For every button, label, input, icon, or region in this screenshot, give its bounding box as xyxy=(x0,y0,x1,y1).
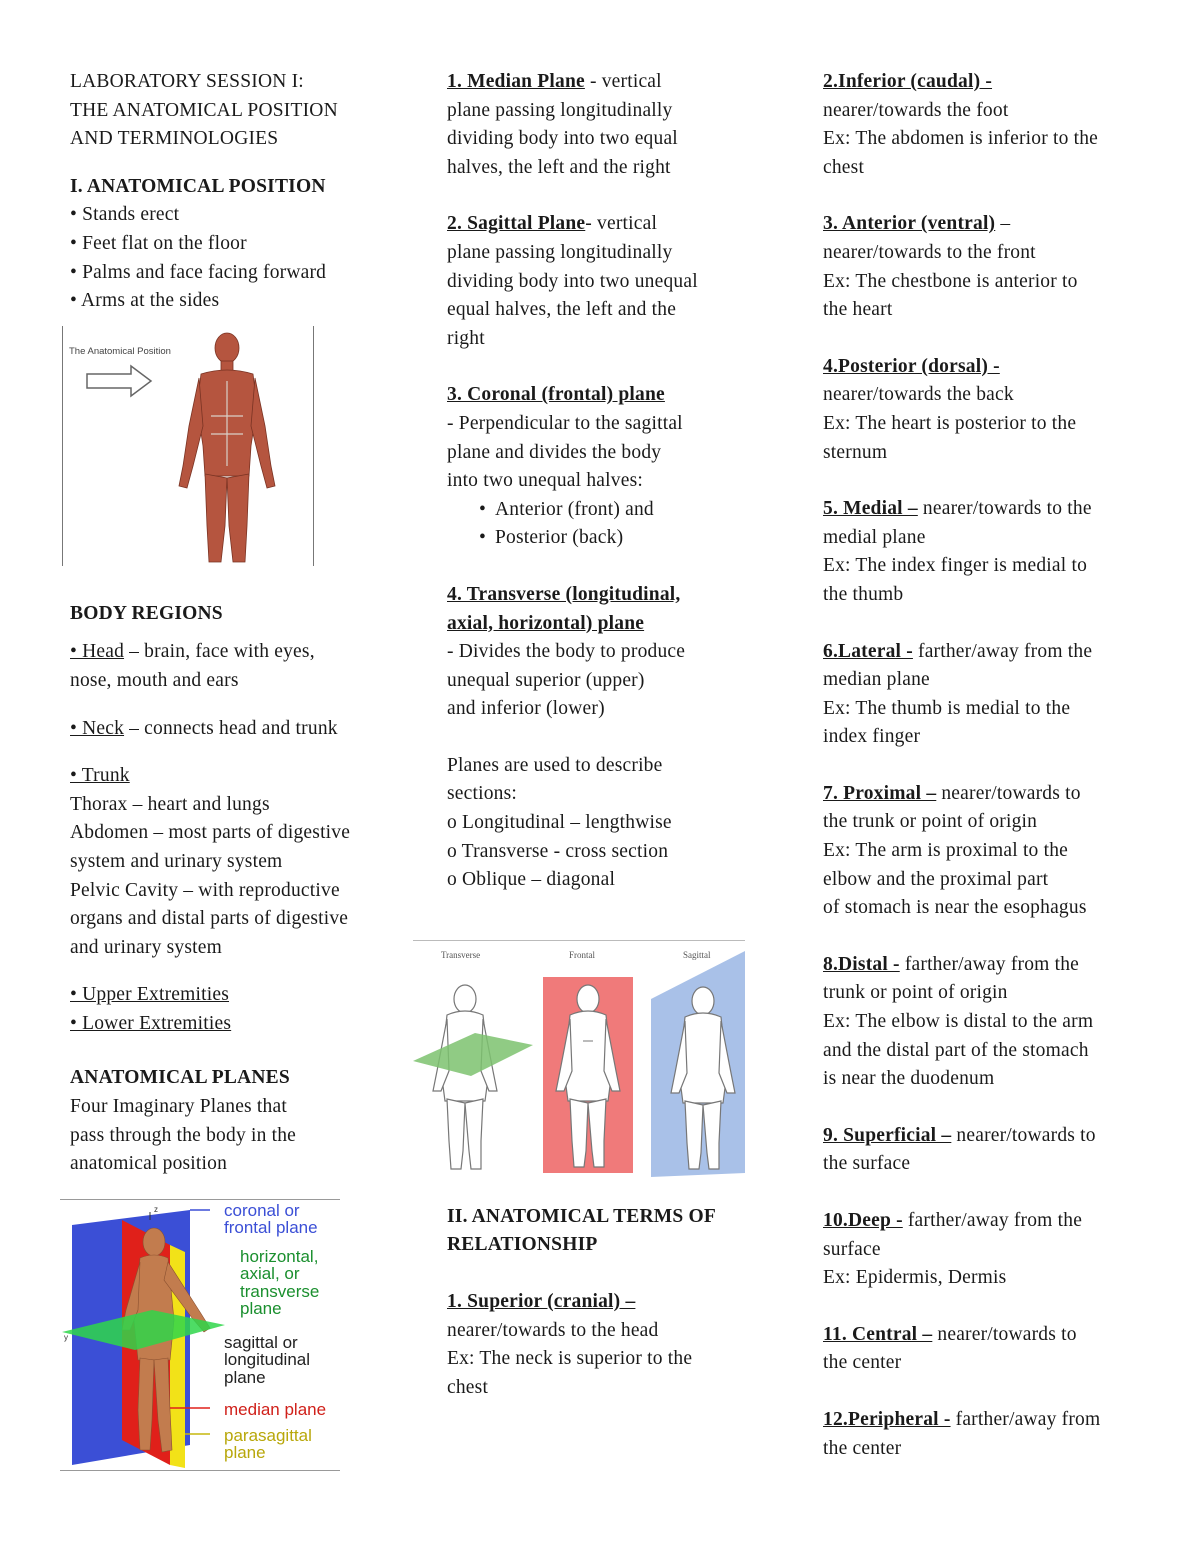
median-plane-term: 1. Median Plane - vertical xyxy=(447,71,662,92)
anatomical-planes-figure xyxy=(60,1199,340,1471)
text-line: nearer/towards the foot xyxy=(823,99,1009,121)
position-item: • Arms at the sides xyxy=(70,290,220,312)
text-line: chest xyxy=(823,156,865,178)
term-heading xyxy=(823,951,1143,980)
term-title: 5. Medial – xyxy=(823,498,918,520)
term-heading xyxy=(823,780,1143,809)
term-title: 6.Lateral - xyxy=(823,640,913,662)
transverse-label: Transverse xyxy=(441,949,481,960)
document-title-line-1: LABORATORY SESSION I: xyxy=(70,71,304,92)
horizontal-plane-label: horizontal, axial, or transverse plane xyxy=(240,1246,320,1319)
planes-desc-line: Four Imaginary Planes that xyxy=(70,1096,287,1118)
planes-desc-line: anatomical position xyxy=(70,1153,228,1175)
svg-text:y: y xyxy=(64,1332,68,1342)
trunk-line: organs and distal parts of digestive xyxy=(70,908,349,930)
text-line: o Transverse - cross section xyxy=(447,840,669,862)
term-heading xyxy=(823,1321,1143,1350)
region-neck-label: • Neck xyxy=(70,717,125,739)
coronal-plane-term: 3. Coronal (frontal) plane xyxy=(447,384,665,406)
text-line: the center xyxy=(823,1437,902,1459)
text-line: Ex: The elbow is distal to the arm xyxy=(823,1011,1094,1033)
term-title: 12.Peripheral - xyxy=(823,1408,951,1430)
region-trunk-label: • Trunk xyxy=(70,765,130,787)
text-line: Ex: The arm is proximal to the xyxy=(823,840,1069,862)
term-rest: nearer/towards to xyxy=(936,782,1081,804)
term-rest: farther/away from the xyxy=(912,640,1093,662)
text-line: the surface xyxy=(823,1153,911,1175)
text-line: Ex: The neck is superior to the xyxy=(447,1348,693,1370)
text-line: right xyxy=(447,327,485,349)
planes-desc-line: pass through the body in the xyxy=(70,1124,297,1146)
text-line: equal halves, the left and the xyxy=(447,299,677,321)
text-line: chest xyxy=(447,1376,489,1398)
text-line: unequal superior (upper) xyxy=(447,669,645,691)
text-line: and inferior (lower) xyxy=(447,698,605,720)
text-line: Planes are used to describe xyxy=(447,754,663,776)
term-title: 9. Superficial – xyxy=(823,1124,952,1146)
text-line: - Divides the body to produce xyxy=(447,641,686,663)
text-line: nearer/towards the back xyxy=(823,384,1014,406)
frontal-label: Frontal xyxy=(569,949,595,960)
region-neck: • Neck – connects head and trunk xyxy=(70,717,338,739)
text-line: and the distal part of the stomach xyxy=(823,1039,1089,1061)
term-heading xyxy=(823,495,1143,524)
trunk-line: system and urinary system xyxy=(70,850,283,872)
trunk-line: Thorax – heart and lungs xyxy=(70,793,270,815)
position-item: • Palms and face facing forward xyxy=(70,261,327,283)
section-heading-body-regions: BODY REGIONS xyxy=(70,602,223,624)
term-rest: nearer/towards to xyxy=(932,1323,1077,1345)
text-line: the center xyxy=(823,1352,902,1374)
superior-term: 1. Superior (cranial) – xyxy=(447,1291,636,1313)
trunk-line: and urinary system xyxy=(70,936,222,958)
document-title-line-3: AND TERMINOLOGIES xyxy=(70,128,279,150)
list-item: • Posterior (back) xyxy=(479,527,624,549)
term-rest: farther/away from the xyxy=(899,953,1080,975)
term-heading xyxy=(823,638,1143,667)
text-line: dividing body into two unequal xyxy=(447,270,698,292)
text-line: medial plane xyxy=(823,526,926,548)
text-line: o Longitudinal – lengthwise xyxy=(447,812,672,834)
text-line: median plane xyxy=(823,669,930,691)
text-line: elbow and the proximal part xyxy=(823,868,1049,890)
text-line: Ex: Epidermis, Dermis xyxy=(823,1267,1007,1289)
term-title: 11. Central – xyxy=(823,1323,933,1345)
planes-comparison-diagram xyxy=(413,941,745,1179)
term-title: 4.Posterior (dorsal) - xyxy=(823,355,1000,377)
list-item: • Anterior (front) and xyxy=(479,498,654,520)
text-line: sternum xyxy=(823,441,888,463)
text-line: Ex: The thumb is medial to the xyxy=(823,697,1071,719)
position-item: • Stands erect xyxy=(70,204,180,226)
text-line: the thumb xyxy=(823,583,904,605)
coronal-plane-label: coronal or frontal plane xyxy=(224,1200,318,1238)
region-head: • Head – brain, face with eyes, xyxy=(70,641,315,663)
text-line: plane passing longitudinally xyxy=(447,99,673,121)
section-heading-terms-of-relationship-cont: RELATIONSHIP xyxy=(447,1234,598,1256)
text-line: halves, the left and the right xyxy=(447,156,671,178)
term-title: 7. Proximal – xyxy=(823,782,937,804)
text-line: sections: xyxy=(447,783,518,805)
term-heading xyxy=(823,210,1143,239)
text-line: nearer/towards to the head xyxy=(447,1319,659,1341)
term-heading xyxy=(823,1207,1143,1236)
trunk-line: Pelvic Cavity – with reproductive xyxy=(70,879,340,901)
term-title: 3. Anterior (ventral) xyxy=(823,213,996,235)
text-line: Ex: The chestbone is anterior to xyxy=(823,270,1078,292)
text-line: plane passing longitudinally xyxy=(447,241,673,263)
term-heading xyxy=(823,353,1143,382)
region-head-label: • Head xyxy=(70,641,125,663)
region-upper-extremities: • Upper Extremities xyxy=(70,984,230,1006)
column-3 xyxy=(823,68,1143,1463)
document-title-line-2: THE ANATOMICAL POSITION xyxy=(70,99,338,121)
text-line: the heart xyxy=(823,299,893,321)
text-line: dividing body into two equal xyxy=(447,128,678,150)
term-title: 8.Distal - xyxy=(823,953,900,975)
text-line: Ex: The abdomen is inferior to the xyxy=(823,128,1099,150)
term-rest: farther/away from the xyxy=(902,1210,1083,1231)
transverse-plane-term: 4. Transverse (longitudinal, xyxy=(447,583,681,605)
term-rest: farther/away from xyxy=(950,1408,1101,1430)
text-line: plane and divides the body xyxy=(447,441,662,463)
text-line: Ex: The index finger is medial to xyxy=(823,555,1088,577)
text-line: - Perpendicular to the sagittal xyxy=(447,412,683,434)
text-line: Ex: The heart is posterior to the xyxy=(823,412,1077,434)
text-line: into two unequal halves: xyxy=(447,470,643,492)
column-2 xyxy=(441,68,767,1402)
trunk-line: Abdomen – most parts of digestive xyxy=(70,822,351,844)
term-rest: nearer/towards to xyxy=(951,1124,1096,1146)
muscle-figure-illustration xyxy=(63,326,313,566)
text-line: trunk or point of origin xyxy=(823,982,1008,1004)
sagittal-plane-term: 2. Sagittal Plane- vertical xyxy=(447,213,658,235)
text-line: index finger xyxy=(823,726,921,748)
term-title: 10.Deep - xyxy=(823,1210,903,1231)
term-rest: – xyxy=(995,213,1011,235)
text-line: the trunk or point of origin xyxy=(823,811,1038,833)
region-lower-extremities: • Lower Extremities xyxy=(70,1012,232,1034)
sagittal-plane-label: sagittal or longitudinal plane xyxy=(224,1332,311,1387)
median-plane-label: median plane xyxy=(224,1399,327,1419)
section-heading-anatomical-position: I. ANATOMICAL POSITION xyxy=(70,175,326,197)
text-line: o Oblique – diagonal xyxy=(447,869,616,891)
column-1 xyxy=(64,68,390,1471)
text-line: is near the duodenum xyxy=(823,1068,995,1090)
sagittal-label: Sagittal xyxy=(683,949,711,960)
transverse-plane-term-cont: axial, horizontal) plane xyxy=(447,612,645,634)
anatomical-position-figure xyxy=(62,326,314,566)
svg-text:z: z xyxy=(154,1204,158,1214)
position-item: • Feet flat on the floor xyxy=(70,232,247,254)
text-line: nearer/towards to the front xyxy=(823,241,1036,263)
text-line: surface xyxy=(823,1238,881,1260)
section-heading-terms-of-relationship: II. ANATOMICAL TERMS OF xyxy=(447,1205,716,1227)
text-line: of stomach is near the esophagus xyxy=(823,897,1087,919)
term-rest: nearer/towards to the xyxy=(917,498,1092,520)
term-heading xyxy=(823,1406,1143,1435)
term-heading xyxy=(823,1122,1143,1151)
figure-caption: The Anatomical Position xyxy=(69,345,171,357)
region-head-desc: nose, mouth and ears xyxy=(70,669,239,691)
section-heading-anatomical-planes: ANATOMICAL PLANES xyxy=(70,1067,290,1089)
three-planes-figure xyxy=(413,940,745,1179)
parasagittal-plane-label: parasagittal plane xyxy=(224,1425,312,1463)
arrow-icon xyxy=(87,366,151,396)
term-title: 2.Inferior (caudal) - xyxy=(823,71,993,92)
term-heading xyxy=(823,68,1143,97)
